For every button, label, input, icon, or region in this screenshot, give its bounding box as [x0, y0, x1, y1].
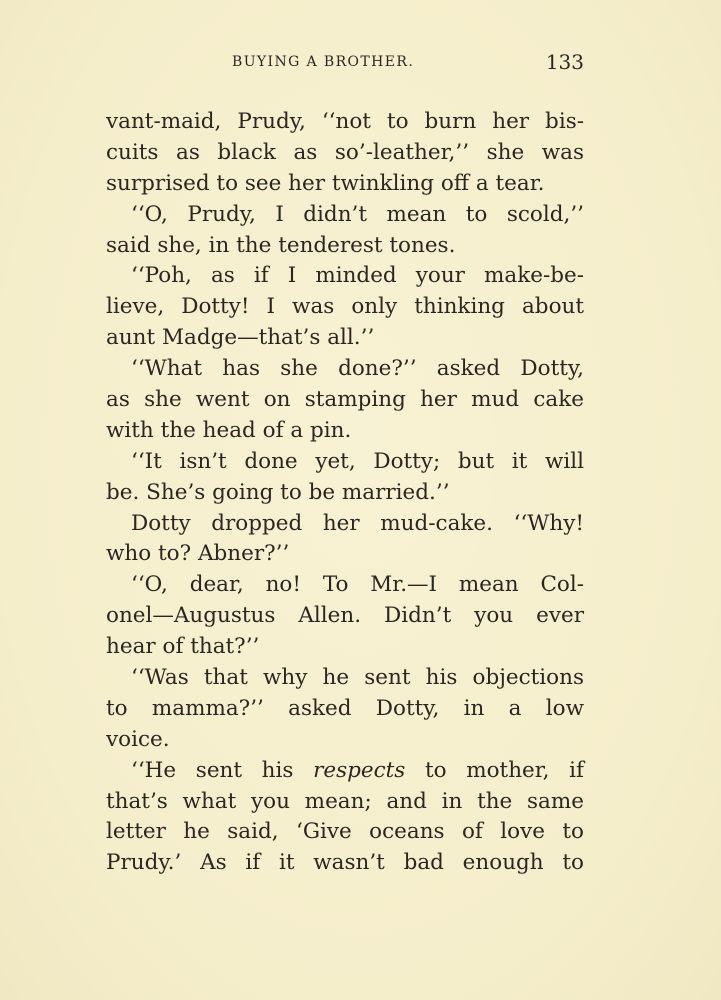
running-title: BUYING A BROTHER. [232, 54, 415, 70]
line-part: to mother, if [405, 757, 584, 783]
text-line: ‘‘Poh, as if I minded your make-be- [131, 263, 584, 289]
text-line: lieve, Dotty! I was only thinking about [106, 294, 584, 320]
emphasized-word: respects [313, 757, 406, 783]
text-line: ‘‘It isn’t done yet, Dotty; but it will [131, 448, 584, 474]
text-line: hear of that?’’ [106, 634, 260, 660]
text-line: Prudy.’ As if it wasn’t bad enough to [106, 850, 584, 876]
text-line: with the head of a pin. [106, 417, 352, 443]
text-line: vant-maid, Prudy, ‘‘not to burn her bis- [106, 109, 584, 134]
text-line: cuits as black as so’-leather,’’ she was [106, 139, 584, 165]
text-line: to mamma?’’ asked Dotty, in a low [106, 695, 584, 721]
text-line: ‘‘What has she done?’’ asked Dotty, [131, 356, 584, 382]
text-line: Dotty dropped her mud-cake. ‘‘Why! [131, 510, 584, 536]
line-part: ‘‘He sent his [131, 757, 314, 783]
text-line: aunt Madge—that’s all.’’ [106, 325, 375, 351]
text-line: ‘‘O, dear, no! To Mr.—I mean Col- [131, 572, 584, 598]
text-line: be. She’s going to be married.’’ [106, 479, 450, 505]
body-text [106, 107, 584, 879]
text-line: who to? Abner?’’ [106, 541, 290, 567]
text-line [106, 756, 584, 787]
text-line: ‘‘O, Prudy, I didn’t mean to scold,’’ [131, 201, 584, 227]
page-header [0, 52, 721, 74]
text-line: voice. [106, 726, 170, 752]
text-line: surprised to see her twinkling off a tear. [106, 170, 545, 196]
text-line: letter he said, ‘Give oceans of love to [106, 819, 584, 845]
text-line: ‘‘Was that why he sent his objections [131, 665, 584, 691]
text-line: said she, in the tenderest tones. [106, 232, 456, 258]
text-line: onel—Augustus Allen. Didn’t you ever [106, 603, 584, 629]
text-line: as she went on stamping her mud cake [106, 387, 584, 413]
text-line: that’s what you mean; and in the same [106, 788, 584, 814]
page-number: 133 [545, 50, 584, 74]
